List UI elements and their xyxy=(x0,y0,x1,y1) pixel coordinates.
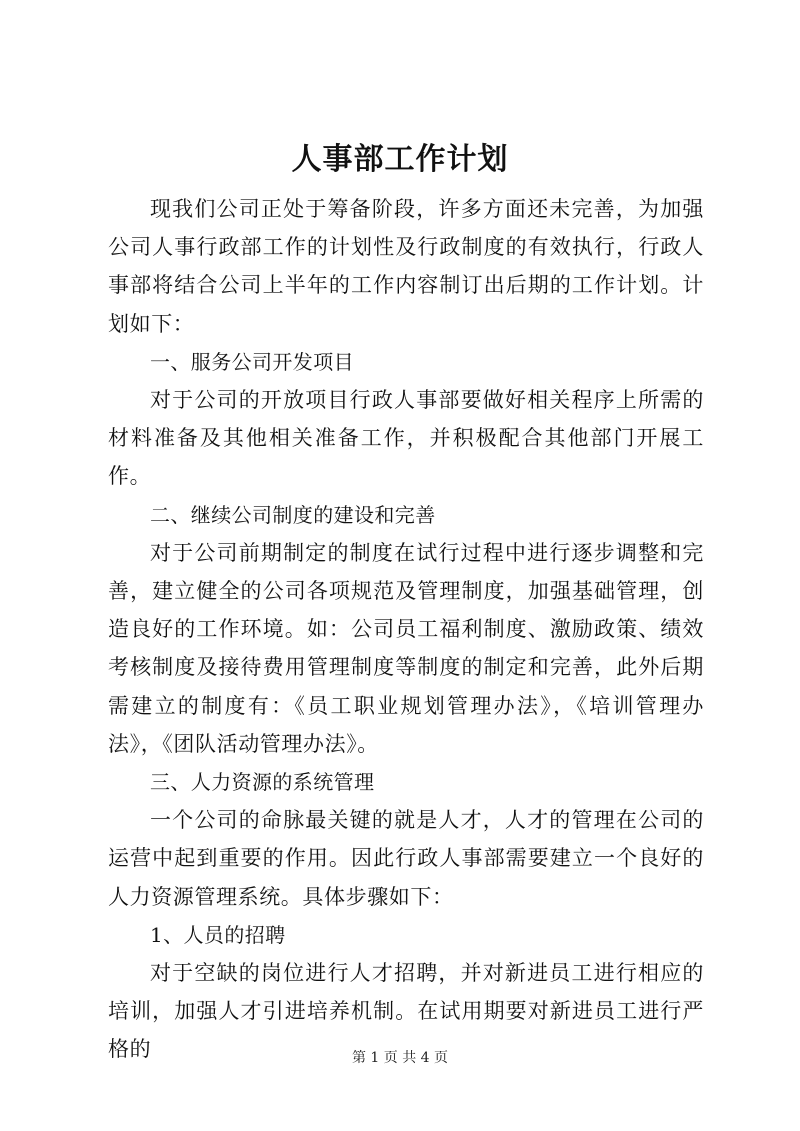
section-heading-1: 一、服务公司开发项目 xyxy=(150,349,354,374)
document-title: 人事部工作计划 xyxy=(291,142,509,177)
paragraph-section-3: 一个公司的命脉最关键的就是人才，人才的管理在公司的运营中起到重要的作用。因此行政人事部需要建立一个良好的人力资源管理系统。具体步骤如下： xyxy=(108,808,704,909)
paragraph-section-1: 对于公司的开放项目行政人事部要做好相关程序上所需的材料准备及其他相关准备工作，并积极配合其他部门开展工作。 xyxy=(108,388,704,489)
paragraph-section-2: 对于公司前期制定的制度在试行过程中进行逐步调整和完善，建立健全的公司各项规范及管理制度，加强基础管理，创造良好的工作环境。如：公司员工福利制度、激励政策、绩效考核制度及接待费用管理制度等制度的制定和完善，此外后期需建立的制度有：《员工职业规划管理办法》，《培训管理办法》，《团队活动管理办法》。 xyxy=(108,540,704,756)
paragraph-intro: 现我们公司正处于筹备阶段，许多方面还未完善，为加强公司人事行政部工作的计划性及行政制度的有效执行，行政人事部将结合公司上半年的工作内容制订出后期的工作计划。计划如下： xyxy=(108,197,704,336)
subsection-heading-1: 1、人员的招聘 xyxy=(150,922,286,947)
paragraph-subsection-1: 对于空缺的岗位进行人才招聘，并对新进员工进行相应的培训，加强人才引进培养机制。在试用期要对新进员工进行严格的 xyxy=(108,961,704,1062)
document-body xyxy=(108,190,704,1069)
section-heading-3: 三、人力资源的系统管理 xyxy=(150,770,375,795)
page-footer: 第 1 页 共 4 页 xyxy=(351,1050,449,1066)
section-heading-2: 二、继续公司制度的建设和完善 xyxy=(150,502,436,527)
